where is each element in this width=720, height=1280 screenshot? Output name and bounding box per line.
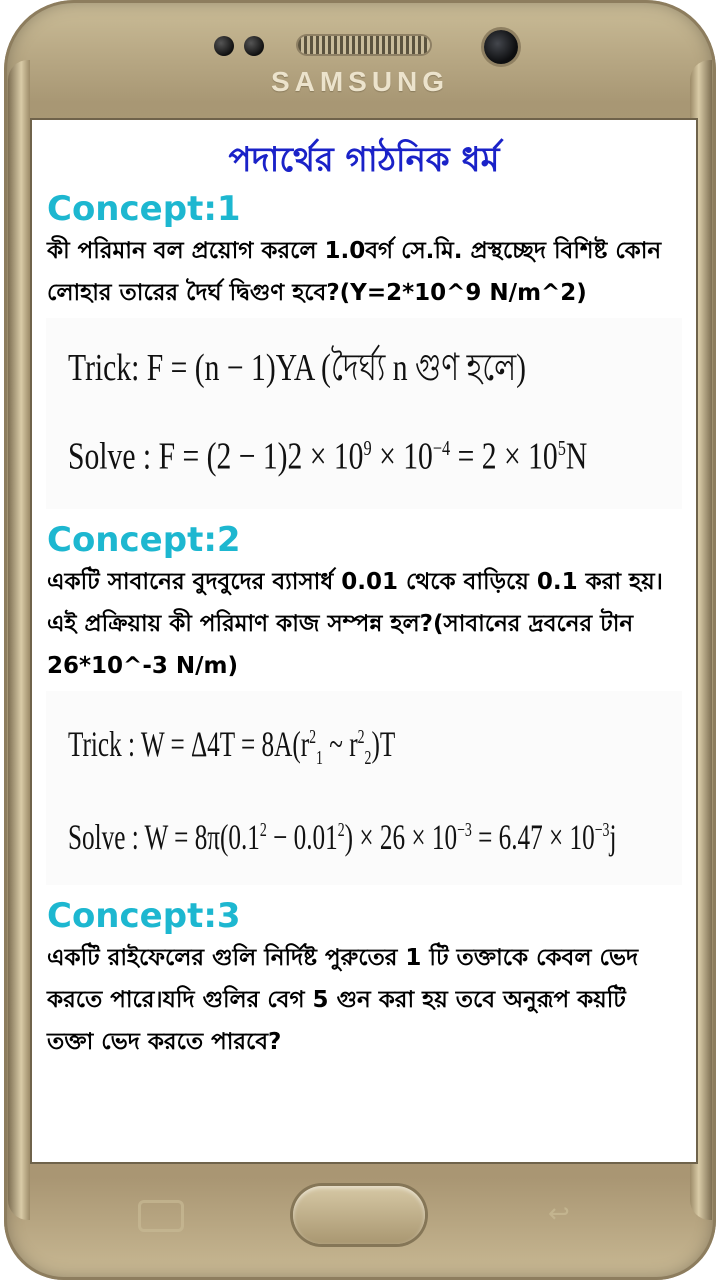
exponent: −3 bbox=[457, 818, 472, 841]
exponent: 9 bbox=[363, 436, 372, 460]
concept-question: একটি রাইফেলের গুলি নির্দিষ্ট পুরুতের 1 টি তক্তাকে কেবল ভেদ করতে পারে।যদি গুলির বেগ 5 গুন করা হয় তবে অনুরূপ কয়টি তক্তা ভেদ করতে পারবে? bbox=[47, 944, 639, 1055]
home-button[interactable] bbox=[293, 1186, 425, 1244]
concept-heading: Concept:1 bbox=[47, 189, 241, 229]
trick-text: Trick: F = (n − 1)YA (দৈর্ঘ্য n গুণ হলে) bbox=[68, 347, 527, 389]
concept-heading: Concept:2 bbox=[47, 519, 241, 560]
solve-text-part: = 6.47 × 10 bbox=[471, 816, 595, 857]
exponent: −3 bbox=[594, 818, 610, 841]
solve-text-part: = 2 × 10 bbox=[450, 435, 558, 478]
exponent: 2 bbox=[309, 725, 317, 748]
concept-heading: Concept:3 bbox=[47, 895, 241, 936]
solve-text-part: Solve : F = (2 − 1)2 × 10 bbox=[68, 435, 364, 478]
phone-edge-left bbox=[8, 60, 30, 1220]
device-brand-logo: SAMSUNG bbox=[270, 66, 450, 97]
concept-card-2 bbox=[32, 519, 696, 885]
front-camera-icon bbox=[484, 30, 518, 64]
trick-text-part: ~ r bbox=[322, 723, 358, 764]
solve-text-part: N bbox=[565, 435, 588, 478]
formula-image bbox=[46, 691, 682, 885]
exponent: 2 bbox=[357, 725, 365, 748]
subscript: 2 bbox=[364, 746, 372, 769]
page-title: পদার্থের গাঠনিক ধর্ম bbox=[228, 140, 500, 180]
solve-text-part: − 0.01 bbox=[266, 816, 338, 857]
trick-formula bbox=[68, 328, 534, 408]
app-screen[interactable] bbox=[32, 120, 696, 1162]
concept-card-3 bbox=[32, 895, 696, 1063]
formula-image bbox=[46, 318, 682, 509]
solve-text-part: ) × 26 × 10 bbox=[344, 816, 458, 857]
solve-text-part: Solve : W = 8π(0.1 bbox=[68, 816, 260, 857]
recent-apps-button[interactable] bbox=[138, 1200, 184, 1232]
solve-text-part: j bbox=[609, 816, 617, 857]
earpiece-speaker bbox=[298, 36, 430, 54]
sensor-dot-icon bbox=[214, 36, 234, 56]
sensor-dot-icon bbox=[244, 36, 264, 56]
exponent: 2 bbox=[259, 818, 267, 841]
trick-text-part: )T bbox=[371, 723, 396, 764]
concept-question: কী পরিমান বল প্রয়োগ করলে 1.0বর্গ সে.মি. প্রস্থচ্ছেদ বিশিষ্ট কোন লোহার তারের দৈর্ঘ দ্বিগুণ হবে?(Y=2*10^9 N/m^2) bbox=[47, 238, 662, 306]
subscript: 1 bbox=[316, 746, 323, 769]
back-button[interactable]: ↩ bbox=[548, 1199, 570, 1229]
trick-formula bbox=[68, 701, 487, 794]
concept-card-1 bbox=[32, 188, 696, 509]
solve-formula bbox=[68, 408, 588, 497]
trick-text-part: Trick : W = Δ4T = 8A(r bbox=[68, 723, 310, 764]
exponent: 2 bbox=[337, 818, 345, 841]
concept-question: একটি সাবানের বুদবুদের ব্যাসার্ধ 0.01 থেকে বাড়িয়ে 0.1 করা হয়।এই প্রক্রিয়ায় কী পরিমাণ কাজ সম্পন্ন হল?(সাবানের দ্রবনের টান 26*10^-3 N/m) bbox=[47, 568, 663, 679]
exponent: 5 bbox=[557, 436, 566, 460]
exponent: −4 bbox=[432, 436, 451, 460]
solve-text-part: × 10 bbox=[371, 435, 433, 478]
